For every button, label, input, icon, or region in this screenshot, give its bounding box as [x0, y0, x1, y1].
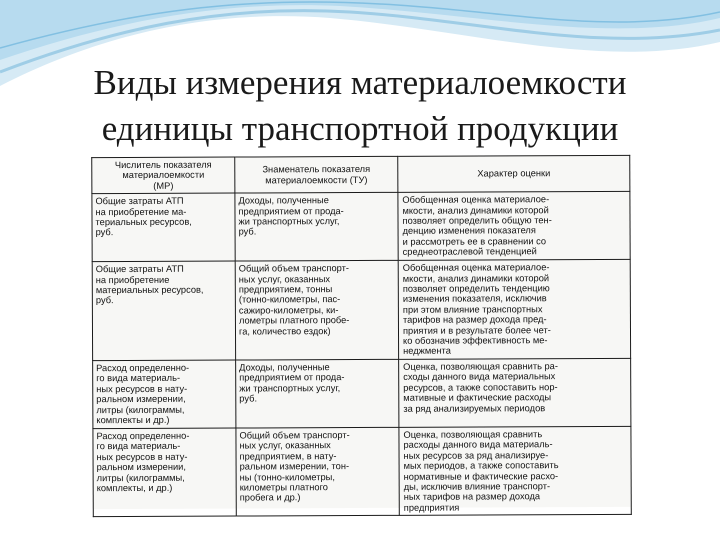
- table-cell: Общий объем транспорт- ных услуг, оказанных предприятием, тонны (тонно-километры, пас- сажиро-километры, ки- лометры платного пробе- га, количество ездок): [235, 261, 398, 360]
- slide-title-line-2: единицы транспортной продукции: [101, 109, 619, 148]
- table-row: [92, 260, 630, 361]
- header-assessment: Характер оценки: [398, 155, 630, 192]
- header-numerator: Числитель показателя материалоемкости (МР): [92, 157, 235, 194]
- table-row: [93, 358, 631, 428]
- table-row: [92, 192, 630, 262]
- table-cell: Оценка, позволяющая сравнить ра- сходы данного вида материальных ресурсов, а также сопоставить нор- мативные и фактические расходы за ряд анализируемых периодов: [399, 358, 631, 427]
- table-header-row: [92, 155, 630, 194]
- slide-title-line-1: Виды измерения материалоемкости: [93, 63, 627, 102]
- materials-intensity-table: [91, 155, 632, 517]
- table-cell: Обобщенная оценка материалое- мкости, анализ динамики которой позволяет определить общую тен- денцию изменения показателя и рассмотреть ее в сравнении со среднеотраслевой тенденцией: [398, 192, 630, 261]
- table-row: [93, 426, 631, 517]
- table-cell: Оценка, позволяющая сравнить расходы данного вида материаль- ных ресурсов за ряд анализируе- мых периодов, а также сопоставить нормативные и фактические расхо- ды, исключив влияние транспорт- ных тарифов на размер дохода предприятия: [399, 426, 631, 515]
- table-cell: Доходы, полученные предприятием от прода- жи транспортных услуг, руб.: [235, 193, 398, 262]
- table-cell: Обобщенная оценка материалое- мкости, анализ динамики которой позволяет определить тенденцию изменения показателя, исключив при этом влияние транспортных тарифов на размер дохода пред- приятия и в результате более чет- ко обозначив эффективность ме- неджмента: [398, 260, 630, 360]
- table-cell: Общий объем транспорт- ных услуг, оказанных предприятием, в нату- ральном измерении, тон- ны (тонно-километры, километры платного пробега и др.): [236, 427, 399, 516]
- table-cell: Общие затраты АТП на приобретение материальных ресурсов, руб.: [92, 261, 235, 360]
- table-cell: Общие затраты АТП на приобретение ма- териальных ресурсов, руб.: [92, 193, 235, 262]
- table-cell: Расход определенно- го вида материаль- ных ресурсов в нату- ральном измерении, литры (килограммы, комплекты, и др.): [93, 428, 236, 517]
- header-denominator: Знаменатель показателя материалоемкости (ТУ): [235, 156, 398, 193]
- slide-title: [0, 60, 720, 152]
- table-cell: Расход определенно- го вида материаль- ных ресурсов в нату- ральном измерении, литры (килограммы, комплекты и др.): [93, 360, 236, 429]
- table-cell: Доходы, полученные предприятием от прода- жи транспортных услуг, руб.: [236, 359, 399, 428]
- scanned-table-image: [91, 155, 631, 513]
